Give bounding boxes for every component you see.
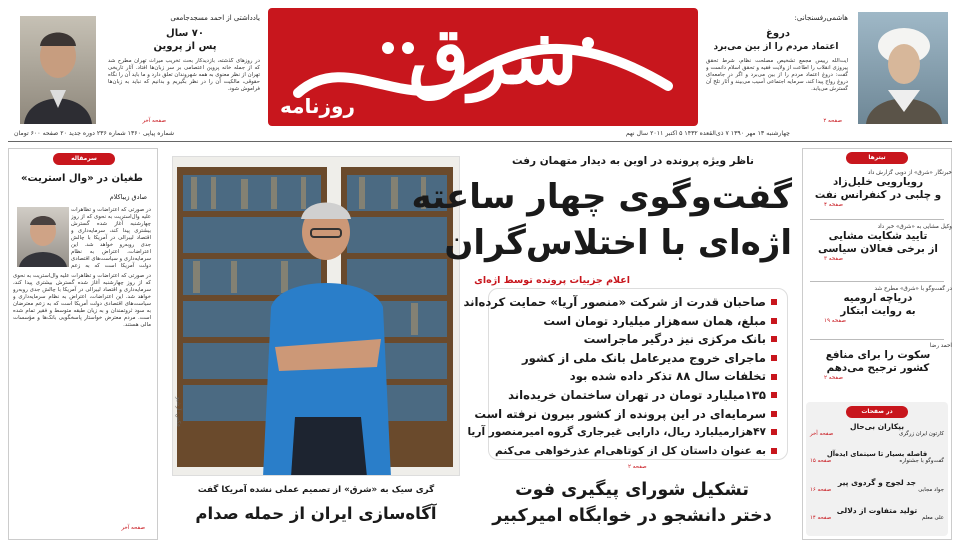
bottom-headline-2: دختر دانشجو در خوابگاه امیرکبیر	[492, 506, 772, 526]
editorial-body-cont: در صورتی که اعتراضات و تظاهرات علیه وال‌استریت به نحوی که از روز چهارشنبه آغاز شده گسترش بیشتری پیدا کند، سرمایه‌داری و اقتصاد لیبرالی در آمریکا با چالش جدی روبه‌رو خواهد شد. این اعتراضات، اعتراض به نظام سرمایه‌داری و سیاست‌های اقتصادی دولت آمریکا است که به زعم معترضان به سود ثروتمندان و به زیان طبقه متوسط و فقیر تمام شده است. مردم معترض خواستار پاسخگویی بانک‌ها و مؤسسات مالی هستند.	[13, 273, 151, 328]
side-item-page: صفحه ۴	[824, 202, 843, 208]
editorial-author: صادق زیباکلام	[109, 193, 147, 201]
inside-item-title: تولید متفاوت از دلالی	[836, 506, 918, 515]
side-item	[804, 170, 952, 208]
side-item-page: صفحه ۳	[824, 256, 843, 262]
photo-kicker: گری سیک به «شرق» از تصمیم عملی نشده آمریکا گفت	[197, 485, 435, 495]
side-item-title: سکوت را برای منافع	[825, 349, 931, 361]
side-item	[804, 343, 952, 381]
teaser-left-page-ref: صفحه آخر	[142, 118, 166, 124]
bottom-headline-1: تشکیل شورای پیگیری فوت	[515, 480, 749, 500]
bullet-item: به عنوان داستان کل از کوتاهی‌ام عذرخواهی می‌کنم	[495, 442, 777, 461]
side-item	[804, 286, 952, 324]
side-item-page: صفحه ۱۹	[824, 318, 846, 324]
inside-item-page: صفحه آخر	[810, 431, 834, 437]
inside-item-sub: جواد مجابی	[918, 487, 944, 493]
cleric-portrait-icon	[858, 12, 948, 124]
teaser-kicker: هاشمی‌رفسنجانی:	[794, 14, 848, 22]
bullet-item: مبلغ، همان سه‌هزار میلیارد تومان است	[495, 312, 777, 331]
teaser-left-headline-1: ۷۰ سال	[166, 28, 204, 39]
bullet-item: صاحبان قدرت از شرکت «منصور آریا» حمایت کرده‌اند	[495, 293, 777, 312]
side-item	[804, 224, 952, 262]
teaser-left-body: در روزهای گذشته، بازدیدکار بحث تخریب میراث تهران مطرح شد که از جمله خانه پروین اعتصامی بر سر زبان‌ها افتاد. آثار تاریخی تهران از نظر معنوی به همه شهروندان تعلق دارد و ما باید آن را نگاه حقوقی، مالکیت آن را در نظر بگیریم و بدانیم که نباید به زبان‌ها فراموش شود.	[108, 58, 260, 92]
side-item-page: صفحه ۲	[824, 375, 843, 381]
author-face-icon	[17, 207, 69, 267]
inside-item	[810, 506, 944, 521]
inside-item-title: فاصله بسیار تا سینمای ایده‌آل	[826, 450, 928, 458]
masthead-rule	[8, 141, 952, 142]
inside-item	[810, 450, 944, 464]
side-item-kicker: وکیل مشایی به «شرق» خبر داد	[877, 224, 952, 230]
side-item-title: از برخی فعالان سیاسی	[818, 243, 938, 255]
teaser-photo	[858, 12, 948, 124]
inside-item	[810, 478, 944, 493]
main-headline-2: اژه‌ای با اختلاس‌گران	[444, 223, 792, 263]
bullet-list	[463, 293, 777, 460]
inside-item-page: صفحه ۱۵	[810, 458, 832, 464]
inside-item-sub: علی معلم	[921, 515, 944, 521]
editorial-author-photo	[17, 207, 69, 267]
teaser-headline-2: اعتماد مردم را از بین می‌برد	[713, 42, 839, 52]
main-headline-1: گفت‌وگوی چهار ساعته	[411, 177, 792, 217]
headlines-label: تیترها	[846, 152, 908, 164]
dateline-right: چهارشنبه ۱۳ مهر ۱۳۹۰ ۷ ذی‌القعده ۱۴۳۲ ۵ اکتبر ۲۰۱۱ سال نهم	[625, 130, 790, 137]
editorial-label: سرمقاله	[53, 153, 115, 165]
bullet-item: ماجرای خروج مدیرعامل بانک ملی از کشور	[495, 349, 777, 368]
inside-item-title: بیکاران بی‌حال	[849, 422, 905, 431]
bullet-item: ۱۳۵میلیارد تومان در تهران ساختمان خریده‌اند	[495, 386, 777, 405]
editorial-page-ref: صفحه آخر	[121, 525, 145, 531]
teaser-body: آیت‌الله رییس مجمع تشخیص مصلحت نظام، شرط تحقق پیروزی انقلاب را اطاعت از ولایت فقیه و تحقق اسلام دانست و گفت: دروغ اعتماد مردم را از بین می‌برد و اگر در جامعه‌ای دروغ رواج پیدا کند، سرمایه اجتماعی آسیب می‌بیند و آثار تلخ آن گسترش می‌یابد.	[706, 58, 848, 92]
editorial-title: طغیان در «وال استریت»	[21, 173, 143, 184]
side-item-kicker: احمد رضا	[929, 343, 952, 349]
side-item-title: دریاچه ارومیه	[843, 292, 913, 304]
side-divider	[810, 281, 944, 282]
editorial-body: در صورتی که اعتراضات و تظاهرات علیه وال‌استریت به نحوی که از روز چهارشنبه آغاز شده گسترش بیشتری پیدا کند، سرمایه‌داری و اقتصاد لیبرالی در آمریکا با چالش جدی روبه‌رو خواهد شد. این اعتراضات، اعتراض به نظام سرمایه‌داری و سیاست‌های اقتصادی دولت آمریکا است که به زعم	[71, 207, 151, 269]
side-item-title: رویارویی خلیل‌زاد	[832, 176, 924, 188]
inside-pages-label: در صفحات	[846, 406, 908, 418]
side-item-kicker: خبرنگار «شرق» از دوبی گزارش داد	[867, 170, 952, 176]
side-item-title: کشور ترجیح می‌دهم	[826, 362, 930, 374]
logo-subtitle: روزنامه	[280, 94, 355, 118]
photo-credit: عکس: آرشیو	[175, 397, 181, 428]
side-item-title: و چلبی در کنفرانس نفت	[814, 189, 942, 201]
logo-text: شرق	[408, 11, 578, 102]
inside-item-sub: گفت‌وگو با جشنواره	[899, 458, 944, 464]
side-item-kicker: در گفت‌وگو با «شرق» مطرح شد	[874, 286, 952, 292]
editorial-column	[8, 148, 158, 540]
top-left-teaser	[8, 8, 266, 130]
main-page-ref: صفحه ۲	[628, 464, 647, 470]
teaser-left-kicker: یادداشتی از احمد مسجدجامعی	[170, 14, 260, 22]
teaser-left-photo	[20, 16, 96, 124]
inside-item-page: صفحه ۱۶	[810, 487, 832, 493]
bullet-item: تخلفات سال ۸۸ تذکر داده شده بود	[495, 367, 777, 386]
masthead	[268, 8, 698, 126]
side-divider	[810, 219, 944, 220]
bullet-item: سرمایه‌ای در این پرونده از کشور بیرون نرفته است	[495, 405, 777, 424]
inside-item-sub: کارتون ایران زرگری	[899, 431, 944, 437]
bullet-item: ۴۷هزارمیلیارد ریال، دارایی غیرجاری گروه امیرمنصور آریا	[495, 423, 777, 442]
list-title: اعلام جزییات پرونده توسط اژه‌ای	[474, 275, 630, 286]
top-right-teaser	[702, 8, 952, 130]
inside-item-page: صفحه ۱۴	[810, 515, 832, 521]
author-portrait-icon	[20, 16, 96, 124]
side-item-title: تایید شکایت مشایی	[828, 230, 928, 242]
inside-item-title: جد لجوج و گردوی پیر	[837, 478, 917, 487]
side-item-title: به روایت ابتکار	[840, 305, 916, 317]
main-kicker: ناظر ویژه پرونده در اوین به دیدار متهمان رفت	[512, 155, 754, 167]
photo-headline: آگاه‌سازی ایران از حمله صدام	[195, 504, 437, 523]
side-divider	[810, 339, 944, 340]
teaser-left-headline-2: پس از پروین	[153, 41, 217, 52]
teaser-headline-1: دروغ	[766, 28, 790, 39]
bullet-box	[463, 288, 788, 460]
dateline-left: شماره پیاپی ۱۳۶۰ شماره ۲۳۶ دوره جدید ۲۰ صفحه ۶۰۰ تومان	[14, 130, 175, 137]
bullet-item: بانک مرکزی نیز درگیر ماجراست	[495, 330, 777, 349]
teaser-page-ref: صفحه ۲	[823, 118, 842, 124]
inside-item	[810, 422, 944, 437]
